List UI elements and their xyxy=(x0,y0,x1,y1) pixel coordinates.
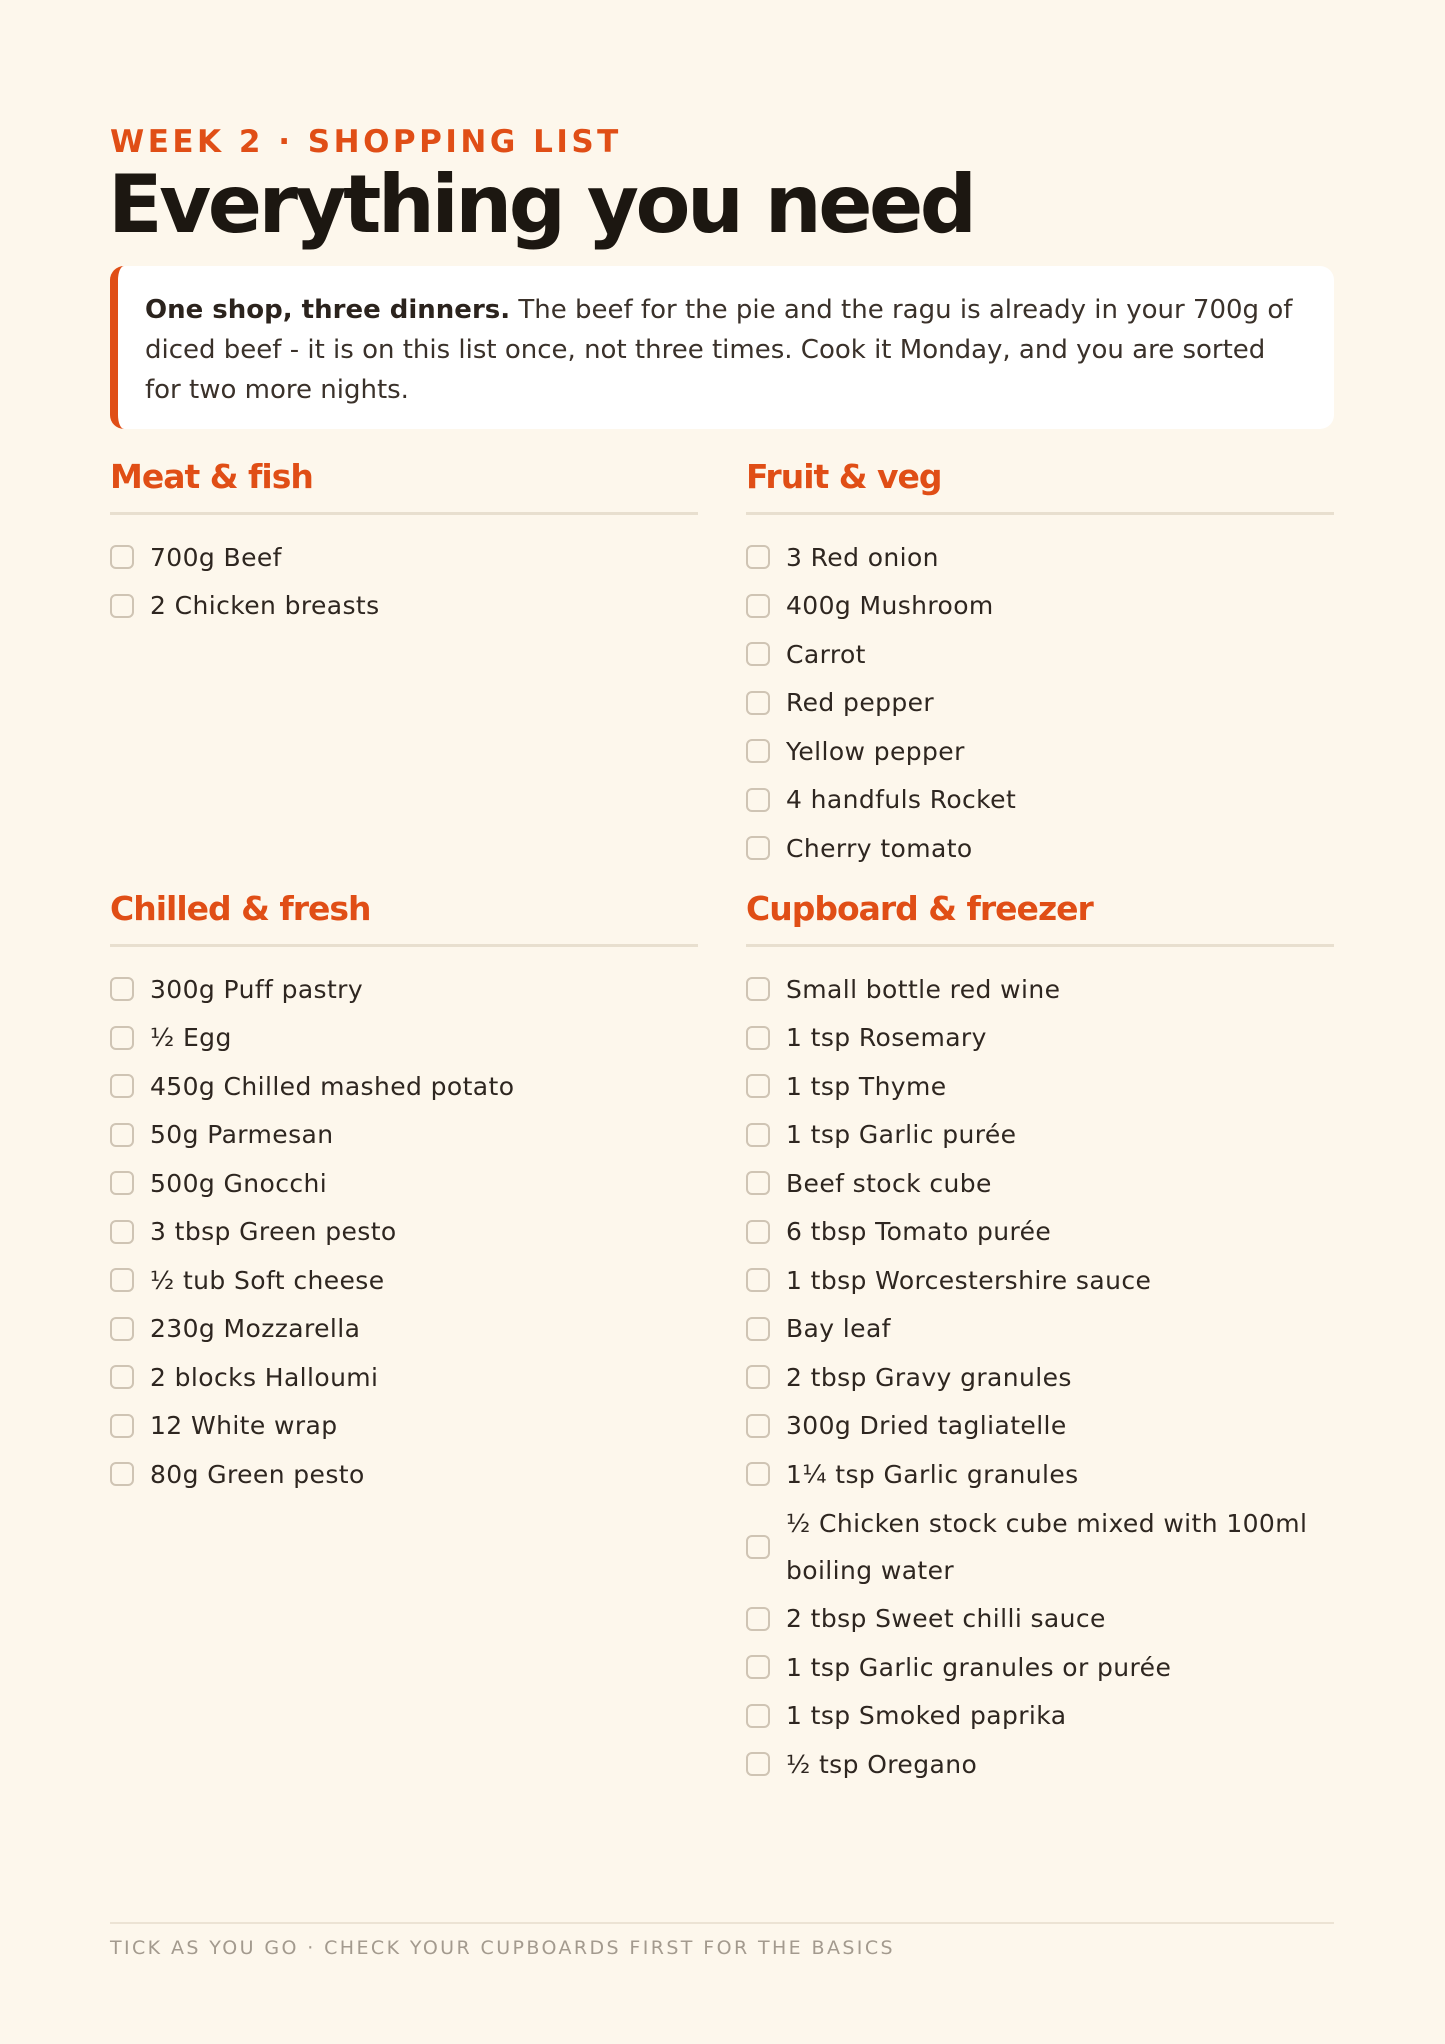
item-label: 700g Beef xyxy=(150,542,282,572)
item-label: 1 tbsp Worcestershire sauce xyxy=(786,1265,1152,1295)
item-label: 300g Dried tagliatelle xyxy=(786,1411,1067,1441)
list-item xyxy=(746,1499,1334,1595)
section-divider xyxy=(110,944,698,947)
item-list xyxy=(746,965,1334,1789)
item-checkbox[interactable] xyxy=(746,1074,770,1098)
item-label: ½ Egg xyxy=(150,1023,232,1053)
item-label: 500g Gnocchi xyxy=(150,1168,328,1198)
item-checkbox[interactable] xyxy=(746,642,770,666)
section-cupboard-freezer xyxy=(746,886,1334,1789)
footer-note: TICK AS YOU GO · CHECK YOUR CUPBOARDS FIRST FOR THE BASICS xyxy=(110,1937,895,1959)
intro-callout xyxy=(110,266,1334,429)
list-item xyxy=(746,727,1334,776)
list-item xyxy=(746,1208,1334,1257)
item-label: 1¼ tsp Garlic granules xyxy=(786,1459,1079,1489)
list-item xyxy=(746,1643,1334,1692)
list-item xyxy=(746,776,1334,825)
list-item xyxy=(110,1256,698,1305)
item-checkbox[interactable] xyxy=(110,1414,134,1438)
item-label: 450g Chilled mashed potato xyxy=(150,1071,515,1101)
page-title: Everything you need xyxy=(108,158,974,251)
item-checkbox[interactable] xyxy=(110,977,134,1001)
intro-body: The beef for the pie and the ragu is already in your 700g of diced beef - it is on this list once, not three times. Cook it Monday, and you are sorted for two more nights. xyxy=(145,295,1293,405)
section-meat-fish xyxy=(110,454,698,630)
item-checkbox[interactable] xyxy=(746,1607,770,1631)
item-checkbox[interactable] xyxy=(110,1074,134,1098)
list-item xyxy=(746,1692,1334,1741)
item-checkbox[interactable] xyxy=(746,977,770,1001)
item-checkbox[interactable] xyxy=(746,691,770,715)
list-item xyxy=(110,582,698,631)
item-list xyxy=(746,533,1334,873)
list-item xyxy=(746,533,1334,582)
item-checkbox[interactable] xyxy=(110,1220,134,1244)
list-item xyxy=(746,1595,1334,1644)
item-label: 12 White wrap xyxy=(150,1411,338,1441)
list-item xyxy=(110,1159,698,1208)
list-item xyxy=(110,1402,698,1451)
section-chilled-fresh xyxy=(110,886,698,1499)
item-checkbox[interactable] xyxy=(110,1462,134,1486)
item-label: 1 tsp Garlic granules or purée xyxy=(786,1652,1172,1682)
list-item xyxy=(110,1353,698,1402)
section-divider xyxy=(746,512,1334,515)
list-item xyxy=(110,1062,698,1111)
section-title: Fruit & veg xyxy=(746,457,942,496)
item-label: Carrot xyxy=(786,639,866,669)
list-item xyxy=(746,1111,1334,1160)
item-label: 1 tsp Smoked paprika xyxy=(786,1701,1067,1731)
item-label: 3 tbsp Green pesto xyxy=(150,1217,397,1247)
list-item xyxy=(746,1305,1334,1354)
item-label: 1 tsp Garlic purée xyxy=(786,1120,1017,1150)
item-label: 400g Mushroom xyxy=(786,591,994,621)
item-checkbox[interactable] xyxy=(746,1026,770,1050)
list-item xyxy=(110,1111,698,1160)
item-checkbox[interactable] xyxy=(746,836,770,860)
section-title: Chilled & fresh xyxy=(110,889,371,928)
item-checkbox[interactable] xyxy=(746,1171,770,1195)
list-item xyxy=(746,824,1334,873)
list-item xyxy=(746,679,1334,728)
item-label: 6 tbsp Tomato purée xyxy=(786,1217,1052,1247)
item-checkbox[interactable] xyxy=(746,1317,770,1341)
list-item xyxy=(746,1062,1334,1111)
item-label: 2 blocks Halloumi xyxy=(150,1362,379,1392)
item-list xyxy=(110,533,698,630)
item-label: 2 Chicken breasts xyxy=(150,591,380,621)
item-checkbox[interactable] xyxy=(746,1414,770,1438)
footer-divider xyxy=(110,1922,1334,1924)
item-label: Beef stock cube xyxy=(786,1168,992,1198)
list-item xyxy=(746,1402,1334,1451)
section-title: Meat & fish xyxy=(110,457,313,496)
item-checkbox[interactable] xyxy=(746,545,770,569)
item-checkbox[interactable] xyxy=(746,1655,770,1679)
list-item xyxy=(110,1208,698,1257)
item-label: 1 tsp Rosemary xyxy=(786,1023,987,1053)
list-item xyxy=(746,1256,1334,1305)
item-list xyxy=(110,965,698,1499)
item-label: 3 Red onion xyxy=(786,542,939,572)
item-checkbox[interactable] xyxy=(746,1365,770,1389)
list-item xyxy=(746,1740,1334,1789)
item-checkbox[interactable] xyxy=(746,1123,770,1147)
item-checkbox[interactable] xyxy=(746,788,770,812)
item-label: ½ tsp Oregano xyxy=(786,1749,978,1779)
list-item xyxy=(746,1014,1334,1063)
item-checkbox[interactable] xyxy=(110,1268,134,1292)
list-item xyxy=(110,1014,698,1063)
list-item xyxy=(746,630,1334,679)
list-item xyxy=(746,582,1334,631)
item-checkbox[interactable] xyxy=(110,545,134,569)
section-divider xyxy=(746,944,1334,947)
list-item xyxy=(110,1450,698,1499)
item-checkbox[interactable] xyxy=(746,1752,770,1776)
item-checkbox[interactable] xyxy=(110,594,134,618)
item-checkbox[interactable] xyxy=(746,1268,770,1292)
item-label: 2 tbsp Sweet chilli sauce xyxy=(786,1604,1106,1634)
item-label: 80g Green pesto xyxy=(150,1459,365,1489)
item-label: 1 tsp Thyme xyxy=(786,1071,947,1101)
item-checkbox[interactable] xyxy=(746,1220,770,1244)
item-checkbox[interactable] xyxy=(110,1365,134,1389)
item-label: ½ Chicken stock cube mixed with 100ml boiling water xyxy=(786,1508,1308,1585)
item-checkbox[interactable] xyxy=(746,739,770,763)
item-checkbox[interactable] xyxy=(746,1535,770,1559)
list-item xyxy=(746,1353,1334,1402)
item-checkbox[interactable] xyxy=(110,1026,134,1050)
section-divider xyxy=(110,512,698,515)
intro-lead: One shop, three dinners. xyxy=(145,295,511,325)
list-item xyxy=(110,533,698,582)
section-title: Cupboard & freezer xyxy=(746,889,1093,928)
item-checkbox[interactable] xyxy=(110,1123,134,1147)
item-checkbox[interactable] xyxy=(746,1704,770,1728)
section-fruit-veg xyxy=(746,454,1334,873)
item-checkbox[interactable] xyxy=(746,594,770,618)
item-label: Bay leaf xyxy=(786,1314,891,1344)
item-label: Yellow pepper xyxy=(786,736,965,766)
list-item xyxy=(746,965,1334,1014)
item-label: Small bottle red wine xyxy=(786,974,1061,1004)
list-item xyxy=(746,1450,1334,1499)
item-checkbox[interactable] xyxy=(110,1171,134,1195)
item-checkbox[interactable] xyxy=(110,1317,134,1341)
list-item xyxy=(746,1159,1334,1208)
list-item xyxy=(110,1305,698,1354)
item-label: Red pepper xyxy=(786,688,935,718)
item-label: ½ tub Soft cheese xyxy=(150,1265,385,1295)
list-item xyxy=(110,965,698,1014)
item-label: 4 handfuls Rocket xyxy=(786,785,1017,815)
item-label: 50g Parmesan xyxy=(150,1120,334,1150)
item-label: Cherry tomato xyxy=(786,833,973,863)
item-label: 2 tbsp Gravy granules xyxy=(786,1362,1072,1392)
item-label: 230g Mozzarella xyxy=(150,1314,361,1344)
page-eyebrow: WEEK 2 · SHOPPING LIST xyxy=(110,124,622,160)
item-label: 300g Puff pastry xyxy=(150,974,364,1004)
item-checkbox[interactable] xyxy=(746,1462,770,1486)
